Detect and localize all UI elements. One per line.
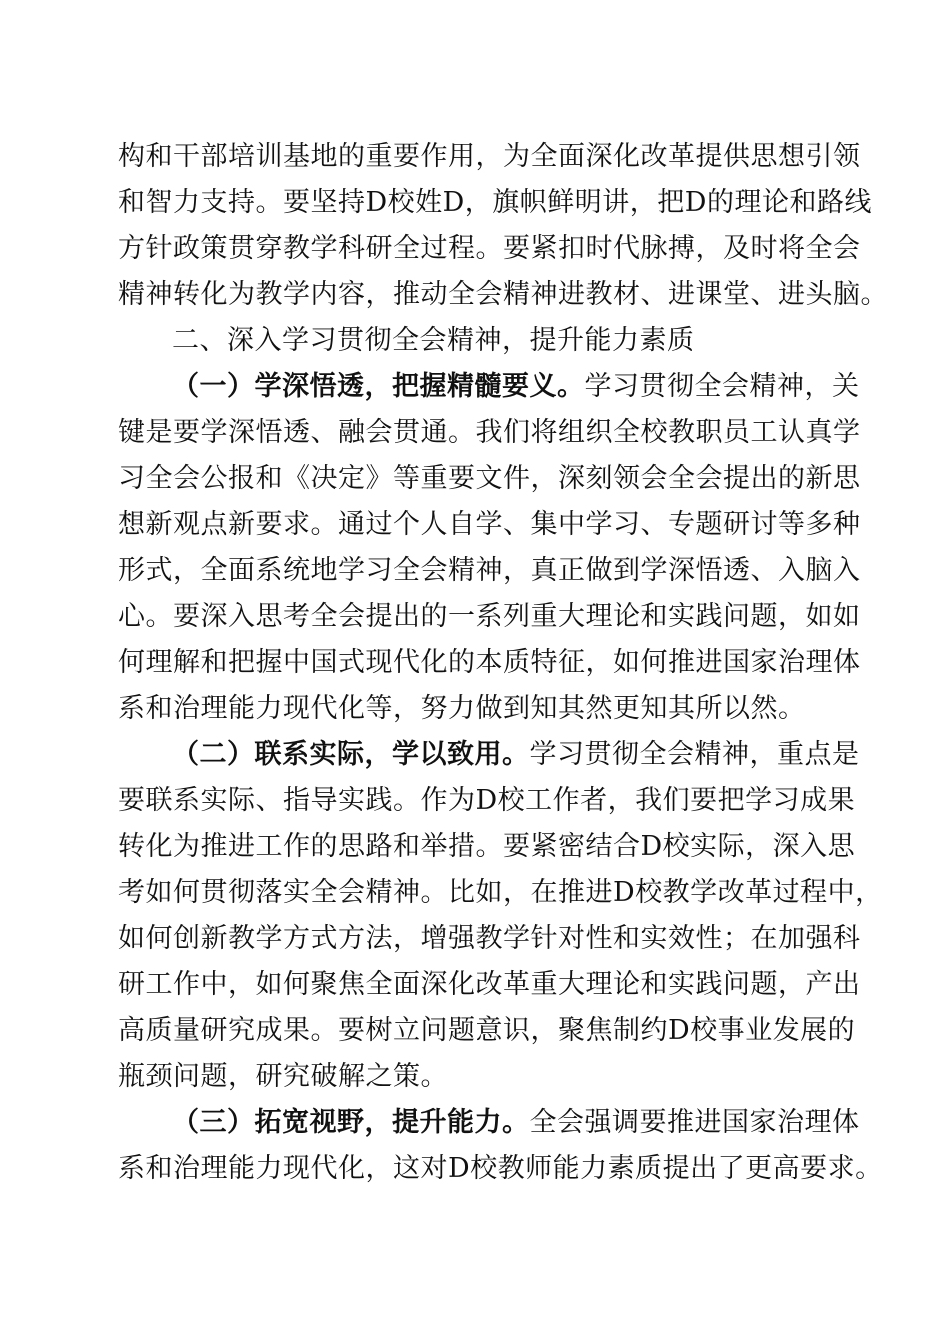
paragraph-line: 系和治理能力现代化，这对D校教师能力素质提出了更高要求。 <box>118 1153 883 1184</box>
paragraph-line: 转化为推进工作的思路和举措。要紧密结合D校实际，深入思 <box>118 831 856 862</box>
subsection-heading: （二）联系实际，学以致用。 <box>172 739 530 770</box>
subsection-text: 学习贯彻全会精神，重点是 <box>529 739 860 770</box>
subsection-first-line <box>172 1106 860 1140</box>
paragraph-line: 心。要深入思考全会提出的一系列重大理论和实践问题，如如 <box>118 601 861 632</box>
paragraph-line: 习全会公报和《决定》等重要文件，深刻领会全会提出的新思 <box>118 463 861 494</box>
paragraph-line: 如何创新教学方式方法，增强教学针对性和实效性；在加强科 <box>118 923 861 954</box>
paragraph-line: 键是要学深悟透、融会贯通。我们将组织全校教职员工认真学 <box>118 417 861 448</box>
subsection-first-line <box>172 738 860 772</box>
subsection-heading: （一）学深悟透，把握精髓要义。 <box>172 371 585 402</box>
subsection-text: 学习贯彻全会精神，关 <box>584 371 860 402</box>
subsection-heading: （三）拓宽视野，提升能力。 <box>172 1107 530 1138</box>
paragraph-line: 瓶颈问题，研究破解之策。 <box>118 1061 448 1092</box>
subsection-first-line <box>172 370 860 404</box>
paragraph-line: 要联系实际、指导实践。作为D校工作者，我们要把学习成果 <box>118 785 856 816</box>
paragraph-line: 何理解和把握中国式现代化的本质特征，如何推进国家治理体 <box>118 647 861 678</box>
section-heading: 二、深入学习贯彻全会精神，提升能力素质 <box>172 325 695 356</box>
paragraph-line: 研工作中，如何聚焦全面深化改革重大理论和实践问题，产出 <box>118 969 861 1000</box>
paragraph-line: 想新观点新要求。通过个人自学、集中学习、专题研讨等多种 <box>118 509 861 540</box>
paragraph-line: 考如何贯彻落实全会精神。比如，在推进D校教学改革过程中， <box>118 877 883 908</box>
paragraph-line: 方针政策贯穿教学科研全过程。要紧扣时代脉搏，及时将全会 <box>118 233 861 264</box>
paragraph-line: 和智力支持。要坚持D校姓D，旗帜鲜明讲，把D的理论和路线 <box>118 187 872 218</box>
paragraph-line: 精神转化为教学内容，推动全会精神进教材、进课堂、进头脑。 <box>118 279 888 310</box>
paragraph-line: 系和治理能力现代化等，努力做到知其然更知其所以然。 <box>118 693 806 724</box>
paragraph-line: 高质量研究成果。要树立问题意识，聚焦制约D校事业发展的 <box>118 1015 856 1046</box>
subsection-text: 全会强调要推进国家治理体 <box>529 1107 860 1138</box>
paragraph-line: 构和干部培训基地的重要作用，为全面深化改革提供思想引领 <box>118 141 861 172</box>
paragraph-line: 形式，全面系统地学习全会精神，真正做到学深悟透、入脑入 <box>118 555 861 586</box>
